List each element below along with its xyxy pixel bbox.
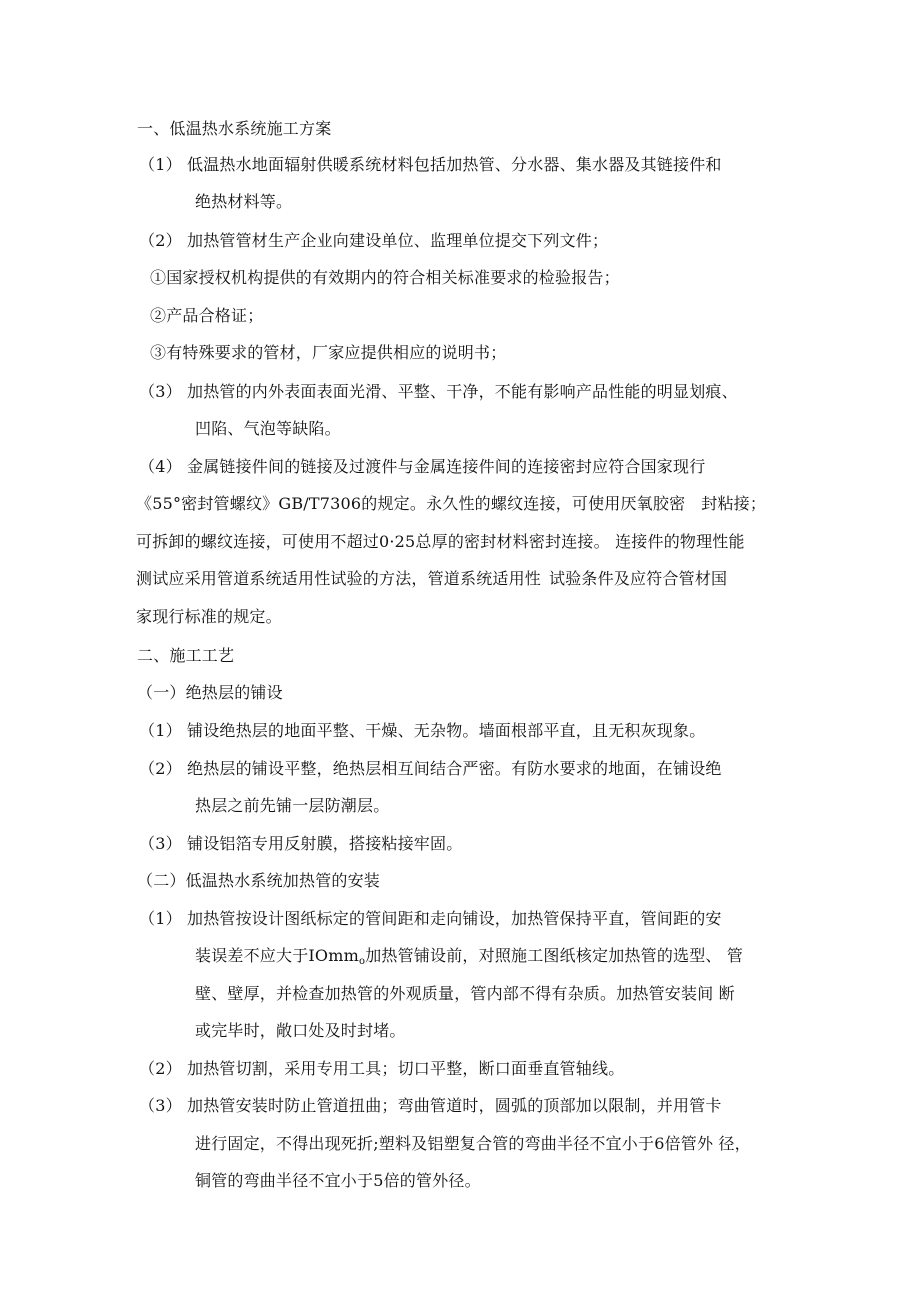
list-item-2-1: （1） 铺设绝热层的地面平整、干燥、无杂物。墙面根部平直，且无积灰现象。: [139, 721, 706, 740]
list-item-3-3-continuation: 铜管的弯曲半径不宜小于5倍的管外径。: [195, 1171, 481, 1190]
list-item-3-1: （1） 加热管按设计图纸标定的管间距和走向铺设，加热管保持平直，管间距的安: [139, 909, 722, 928]
list-item-1-2: （2） 加热管管材生产企业向建设单位、监理单位提交下列文件；: [139, 231, 609, 250]
item-number: （4）: [139, 457, 182, 476]
list-item-3-1-continuation: 装误差不应大于IOmm$_o$加热管铺设前，对照施工图纸核定加热管的选型、 管: [195, 946, 744, 967]
list-item-1-1-continuation: 绝热材料等。: [195, 192, 293, 211]
item-number: （3）: [139, 1096, 182, 1115]
item-number: （3）: [139, 834, 182, 853]
list-item-1-3-continuation: 凹陷、气泡等缺陷。: [195, 419, 341, 438]
list-item-2-2-continuation: 热层之前先铺一层防潮层。: [195, 796, 390, 815]
list-item-1-3: （3） 加热管的内外表面表面光滑、平整、干净，不能有影响产品性能的明显划痕、: [139, 382, 738, 401]
item-number: （2）: [139, 231, 182, 250]
item-number: （1）: [139, 155, 182, 174]
item-number: （3）: [139, 382, 182, 401]
list-item-3-3: （3） 加热管安装时防止管道扭曲；弯曲管道时，圆弧的顶部加以限制，并用管卡: [139, 1096, 722, 1115]
paragraph-line: 可拆卸的螺纹连接，可使用不超过0·25总厚的密封材料密封连接。 连接件的物理性能: [136, 532, 745, 551]
sub-item-1: ①国家授权机构提供的有效期内的符合相关标准要求的检验报告；: [150, 268, 620, 287]
paragraph-line: 《55°密封管螺纹》GB/T7306的规定。永久性的螺纹连接，可使用厌氧胶密 封粘接；: [136, 494, 767, 513]
subsection-heading-2: （二）低温热水系统加热管的安装: [137, 871, 381, 890]
list-item-3-2: （2） 加热管切割，采用专用工具；切口平整，断口面垂直管轴线。: [139, 1059, 625, 1078]
item-number: （1）: [139, 909, 182, 928]
subscript-char: o: [358, 956, 366, 967]
list-item-2-3: （3） 铺设铝箔专用反射膜，搭接粘接牢固。: [139, 834, 463, 853]
list-item-1-1: （1） 低温热水地面辐射供暖系统材料包括加热管、分水器、集水器及其链接件和: [139, 155, 722, 174]
paragraph-line: 测试应采用管道系统适用性试验的方法，管道系统适用性 试验条件及应符合管材国: [136, 569, 728, 588]
sub-item-2: ②产品合格证；: [150, 306, 264, 325]
item-number: （2）: [139, 759, 182, 778]
list-item-2-2: （2） 绝热层的铺设平整，绝热层相互间结合严密。有防水要求的地面，在铺设绝: [139, 759, 722, 778]
subsection-heading-1: （一）绝热层的铺设: [137, 683, 283, 702]
list-item-1-4: （4） 金属链接件间的链接及过渡件与金属连接件间的连接密封应符合国家现行: [139, 457, 706, 476]
list-item-3-1-continuation: 或完毕时，敞口处及时封堵。: [195, 1021, 406, 1040]
item-number: （1）: [139, 721, 182, 740]
section-heading-1: 一、低温热水系统施工方案: [137, 119, 332, 138]
item-number: （2）: [139, 1059, 182, 1078]
list-item-3-1-continuation: 壁、壁厚，并检查加热管的外观质量，管内部不得有杂质。加热管安装间 断: [195, 984, 735, 1003]
paragraph-line: 家现行标准的规定。: [136, 607, 282, 626]
list-item-3-3-continuation: 进行固定，不得出现死折;塑料及铝塑复合管的弯曲半径不宜小于6倍管外 径，: [195, 1134, 751, 1153]
section-heading-2: 二、施工工艺: [137, 646, 235, 665]
sub-item-3: ③有特殊要求的管材，厂家应提供相应的说明书；: [150, 343, 507, 362]
